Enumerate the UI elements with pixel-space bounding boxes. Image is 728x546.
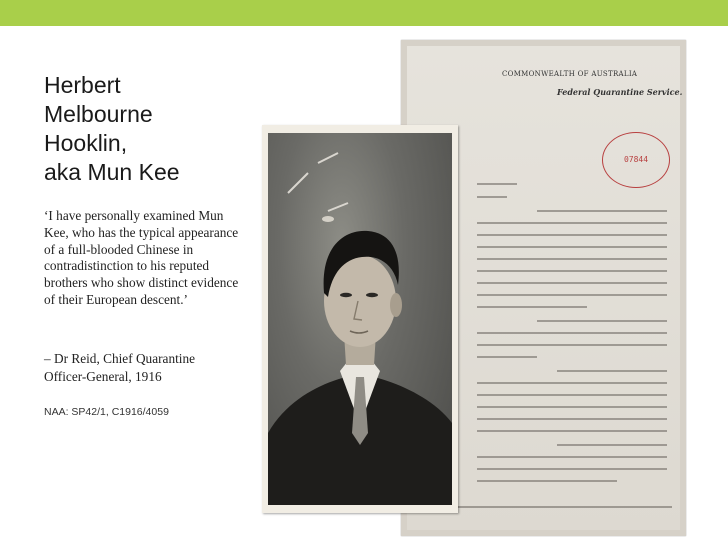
attribution [44, 350, 234, 385]
document-text-line [477, 270, 667, 272]
document-text-line [477, 382, 667, 384]
title-line-4: aka Mun Kee [44, 159, 180, 185]
document-service-heading: Federal Quarantine Service. [557, 87, 683, 97]
title-line-3: Hooklin, [44, 130, 128, 156]
document-text-line [557, 444, 667, 446]
slide-title [44, 71, 224, 187]
quote-text: ‘I have personally examined Mun Kee, who has the typical appearance of a full-blooded Chinese in contradistinction to his reputed brothers who show distinct evidence of their European descent.’ [44, 208, 239, 307]
portrait-image [268, 133, 452, 505]
document-text-line [477, 306, 587, 308]
document-text-line [477, 406, 667, 408]
document-text-line [557, 370, 667, 372]
title-line-2: Melbourne [44, 101, 153, 127]
document-signature-line [447, 506, 672, 508]
document-text-line [477, 480, 617, 482]
document-text-line [537, 320, 667, 322]
document-text-line [477, 456, 667, 458]
document-header: COMMONWEALTH OF AUSTRALIA [502, 70, 638, 78]
document-text-line [477, 356, 537, 358]
document-text-line [477, 196, 507, 198]
document-text-line [537, 210, 667, 212]
document-text-line [477, 258, 667, 260]
document-text-line [477, 430, 667, 432]
document-text-line [477, 418, 667, 420]
document-text-line [477, 344, 667, 346]
document-text-line [477, 294, 667, 296]
document-text-line [477, 332, 667, 334]
document-text-line [477, 282, 667, 284]
document-text-line [477, 468, 667, 470]
document-text-line [477, 394, 667, 396]
document-text-line [477, 234, 667, 236]
archive-reference: NAA: SP42/1, C1916/4059 [44, 406, 169, 418]
portrait-figure [268, 133, 452, 505]
attribution-line-2: Officer-General, 1916 [44, 368, 162, 384]
document-stamp: 07844 [602, 132, 670, 188]
document-text-line [477, 183, 517, 185]
document-text-line [477, 222, 667, 224]
portrait-photograph [262, 125, 458, 513]
title-line-1: Herbert [44, 72, 121, 98]
accent-bar [0, 0, 728, 26]
document-text-line [477, 246, 667, 248]
attribution-line-1: – Dr Reid, Chief Quarantine [44, 351, 196, 366]
